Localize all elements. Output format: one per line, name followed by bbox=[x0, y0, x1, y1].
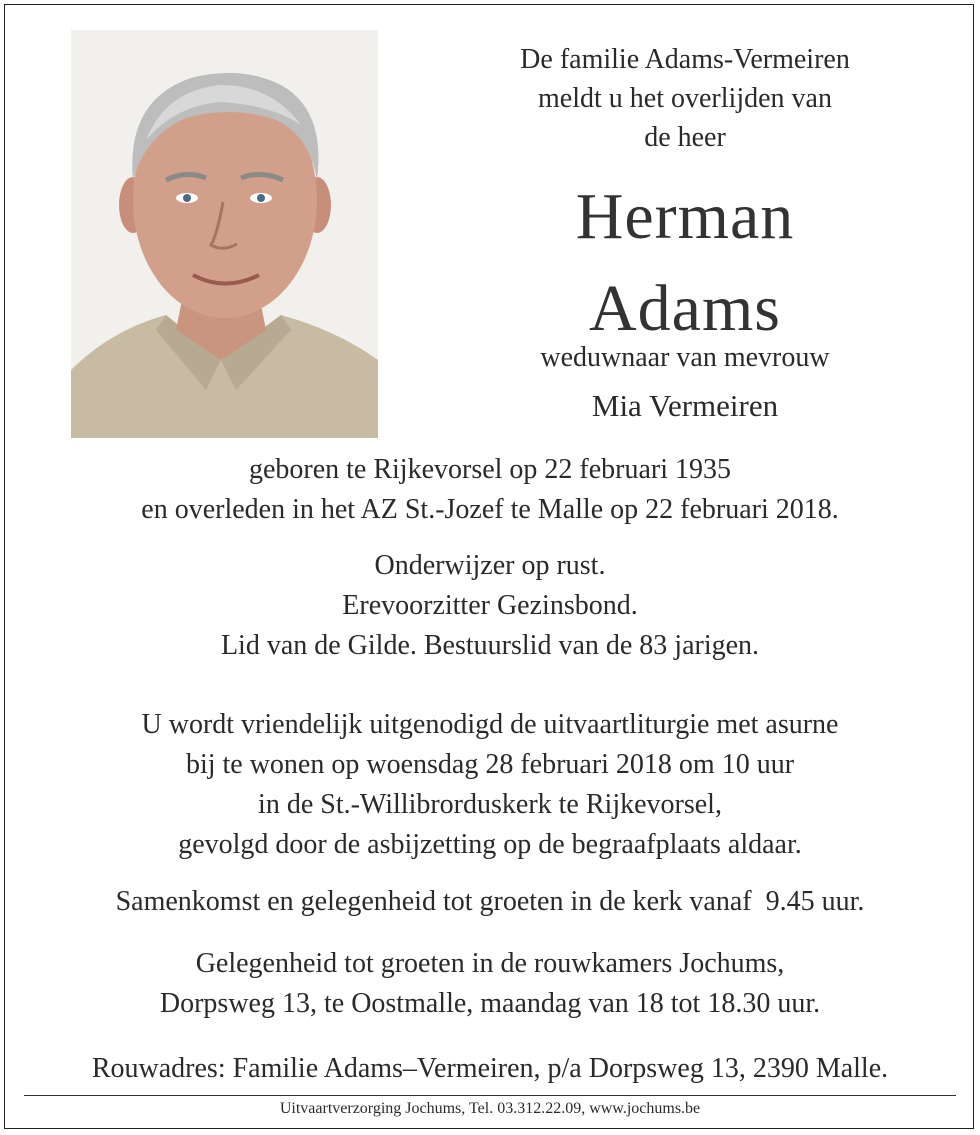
portrait-photo bbox=[71, 30, 378, 438]
portrait-illustration bbox=[71, 30, 378, 438]
birth-line: geboren te Rijkevorsel op 22 februari 1935 bbox=[248, 454, 732, 485]
title-line: Onderwijzer op rust. bbox=[374, 550, 606, 581]
mourning-address: Rouwadres: Familie Adams–Vermeiren, p/a Dorpsweg 13, 2390 Malle. bbox=[91, 1053, 889, 1084]
visitation-info bbox=[10, 944, 970, 1024]
widow-name: Mia Vermeiren bbox=[591, 388, 779, 423]
deceased-last-name: Adams bbox=[589, 272, 781, 345]
intro-line: de heer bbox=[644, 122, 726, 153]
invitation-line: gevolgd door de asbijzetting op de begraafplaats aldaar. bbox=[178, 829, 802, 860]
title-line: Lid van de Gilde. Bestuurslid van de 83 jarigen. bbox=[220, 630, 760, 661]
birth-death-info bbox=[10, 450, 970, 530]
intro-line: De familie Adams-Vermeiren bbox=[520, 44, 850, 75]
footer-divider bbox=[24, 1095, 956, 1096]
death-line: en overleden in het AZ St.-Jozef te Malle op 22 februari 2018. bbox=[141, 494, 839, 525]
visitation-line: Dorpsweg 13, te Oostmalle, maandag van 18 tot 18.30 uur. bbox=[159, 988, 821, 1019]
funeral-home-footer: Uitvaartverzorging Jochums, Tel. 03.312.22.09, www.jochums.be bbox=[279, 1100, 701, 1117]
intro-line: meldt u het overlijden van bbox=[538, 83, 832, 114]
invitation-line: bij te wonen op woensdag 28 februari 2018 om 10 uur bbox=[185, 749, 795, 780]
funeral-invitation bbox=[10, 705, 970, 865]
widow-label: weduwnaar van mevrouw bbox=[540, 342, 830, 373]
deceased-first-name: Herman bbox=[575, 180, 795, 253]
invitation-line: U wordt vriendelijk uitgenodigd de uitvaartliturgie met asurne bbox=[141, 709, 839, 740]
titles-info bbox=[10, 546, 970, 666]
invitation-line: in de St.-Willibrorduskerk te Rijkevorsel, bbox=[258, 789, 722, 820]
gathering-info: Samenkomst en gelegenheid tot groeten in de kerk vanaf 9.45 uur. bbox=[115, 886, 865, 917]
visitation-line: Gelegenheid tot groeten in de rouwkamers Jochums, bbox=[195, 948, 785, 979]
intro-text bbox=[430, 40, 940, 157]
title-line: Erevoorzitter Gezinsbond. bbox=[342, 590, 638, 621]
